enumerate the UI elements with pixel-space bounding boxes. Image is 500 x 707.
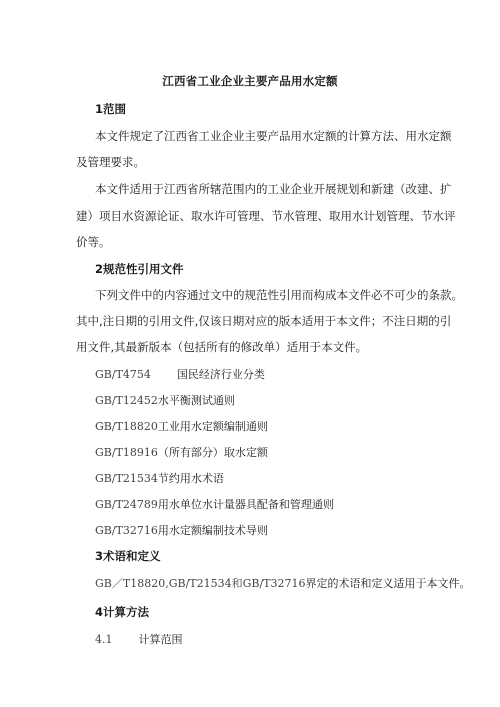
subsection-number: 4.1 [95, 633, 113, 646]
paragraph-text: 界定的术语和定义适用于本文件。 [305, 577, 471, 590]
section-heading-scope: 1范围 [95, 102, 127, 116]
paragraph-line: 本文件规定了江西省工业企业主要产品用水定额的计算方法、用水定额 [95, 129, 452, 143]
reference-code: GB/T18916 [95, 446, 158, 459]
reference-name: 工业用水定额编制通则 [157, 420, 268, 433]
reference-name: 国民经济行业分类 [176, 368, 265, 381]
paragraph-line: 其中,注日期的引用文件,仅该日期对应的版本适用于本文件；不注日期的引 [76, 314, 452, 328]
section-heading-calculation: 4计算方法 [95, 605, 150, 619]
paragraph-line: 建）项目水资源论证、取水许可管理、节水管理、取用水计划管理、节水评 [76, 209, 456, 223]
section-heading-terms: 3术语和定义 [95, 549, 161, 563]
reference-item [95, 366, 265, 382]
reference-name: 水平衡测试通则 [157, 394, 235, 407]
reference-code: GB/T21534 [95, 472, 158, 485]
reference-item [95, 470, 224, 486]
paragraph-line: 本文件适用于江西省所辖范围内的工业企业开展规划和新建（改建、扩 [95, 182, 452, 196]
paragraph-line: 下列文件中的内容通过文中的规范性引用而构成本文件必不可少的条款。 [95, 288, 463, 302]
reference-name: 节约用水术语 [157, 472, 224, 485]
paragraph-line: 用文件,其最新版本（包括所有的修改单）适用于本文件。 [76, 340, 368, 354]
section-heading-references: 2规范性引用文件 [95, 262, 184, 276]
reference-name: 用水单位水计量器具配备和管理通则 [157, 498, 334, 511]
subsection-heading [95, 631, 183, 647]
paragraph-line [95, 575, 471, 591]
reference-code: GB/T12452 [95, 394, 158, 407]
reference-name: 用水定额编制技术导则 [157, 524, 268, 537]
reference-code: GB/T4754 [95, 368, 151, 381]
reference-item [95, 444, 268, 460]
document-title: 江西省工业企业主要产品用水定额 [162, 74, 338, 88]
reference-code: GB/T32716 [95, 524, 158, 537]
reference-code: GB/T18820 [95, 420, 158, 433]
reference-item [95, 522, 268, 538]
paragraph-line: 及管理要求。 [76, 155, 145, 169]
reference-item [95, 392, 235, 408]
reference-item [95, 418, 268, 434]
reference-code: GB/T24789 [95, 498, 158, 511]
reference-item [95, 496, 334, 512]
paragraph-line: 价等。 [76, 235, 111, 249]
subsection-label: 计算范围 [138, 633, 183, 646]
reference-codes: GB／T18820,GB/T21534和GB/T32716 [95, 577, 306, 590]
reference-name: （所有部分）取水定额 [157, 446, 268, 459]
